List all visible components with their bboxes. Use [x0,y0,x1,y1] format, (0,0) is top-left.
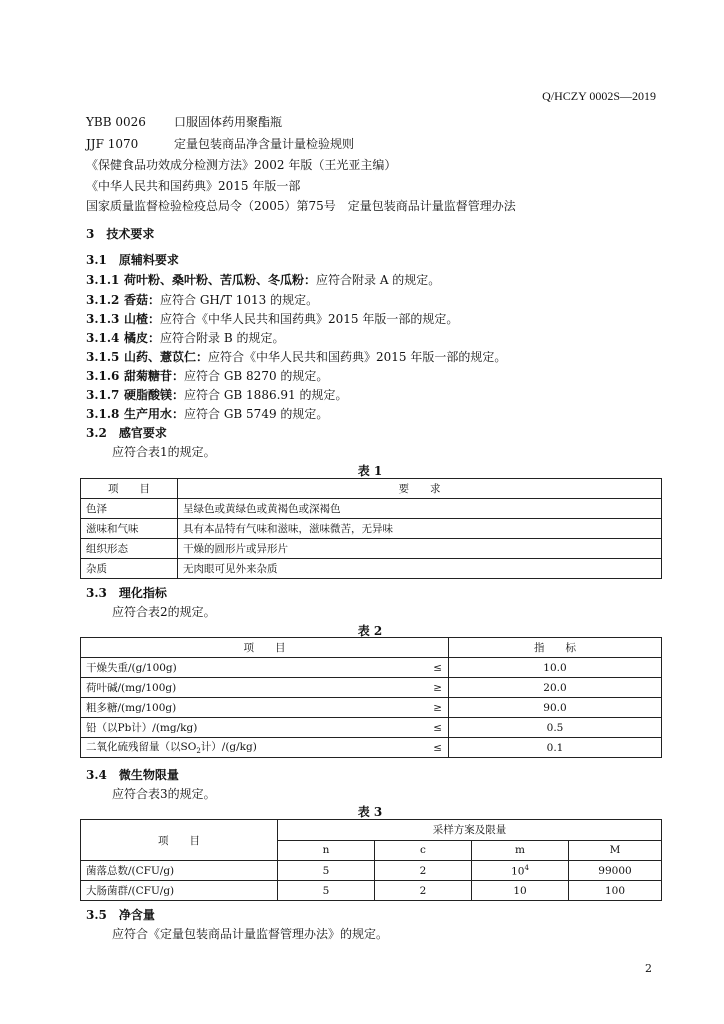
table-caption: 表 3 [357,805,383,819]
table-cell: 滋味和气味 [81,519,178,539]
table-cell: 呈绿色或黄绿色或黄褐色或深褐色 [178,499,662,519]
table-cell: $10^4$ [472,861,569,881]
table-row [81,738,662,758]
table-row [81,519,662,539]
document-code: Q/HCZY 0002S—2019 [542,89,656,103]
table-header-row [81,638,662,658]
table-cell: 0.1 [449,738,662,758]
table-row [81,678,662,698]
requirement-item: 3.1.6 甜菊糖苷：应符合 GB 8270 的规定。 [86,369,329,383]
subsection-heading: 3.3 理化指标 [86,586,167,600]
table-cell: 2 [375,861,472,881]
table-caption: 表 2 [357,624,383,638]
table-header-row [81,820,662,841]
table-cell: 10 [472,881,569,901]
table-header-row [81,479,662,499]
table-cell: 干燥的圆形片或异形片 [178,539,662,559]
requirement-item: 3.1.3 山楂：应符合《中华人民共和国药典》2015 年版一部的规定。 [86,312,459,326]
requirement-item: 3.1.4 橘皮：应符合附录 B 的规定。 [86,331,285,345]
table-header-cell: M [569,840,662,861]
reference-line: 《中华人民共和国药典》2015 年版一部 [86,179,301,193]
table-row [81,539,662,559]
table-cell: 组织形态 [81,539,178,559]
table-cell: 2 [375,881,472,901]
table-cell: 杂质 [81,559,178,579]
table-cell: 90.0 [449,698,662,718]
table-cell: 色泽 [81,499,178,519]
table-row [81,658,662,678]
table-header-cell: 项 目 [81,638,449,658]
sensory-table [80,478,662,579]
table-cell: 99000 [569,861,662,881]
subsection-heading: 3.4 微生物限量 [86,768,179,782]
table-cell: 10.0 [449,658,662,678]
requirement-item: 3.1.7 硬脂酸镁：应符合 GB 1886.91 的规定。 [86,388,348,402]
reference-line: JJF 1070 定量包装商品净含量计量检验规则 [86,137,355,151]
table-cell: ≤ [329,718,449,738]
reference-line: 国家质量监督检验检疫总局令（2005）第75号 定量包装商品计量监督管理办法 [86,199,516,213]
table-row [81,718,662,738]
page-number: 2 [645,962,652,975]
table-row [81,499,662,519]
table-cell: 100 [569,881,662,901]
subsection-heading: 3.5 净含量 [86,908,155,922]
microbial-table [80,819,662,901]
paragraph: 应符合《定量包装商品计量监督管理办法》的规定。 [112,927,389,941]
table-caption: 表 1 [357,464,383,478]
table-header-cell: 采样方案及限量 [278,820,662,841]
table-header-cell: 项 目 [81,479,178,499]
table-cell: 5 [278,881,375,901]
table-cell: 二氧化硫残留量（以$SO_2$计）/(g/kg) [81,738,329,758]
table-cell: ≤ [329,658,449,678]
table-header-cell: m [472,840,569,861]
requirement-item: 3.1.5 山药、薏苡仁：应符合《中华人民共和国药典》2015 年版一部的规定。 [86,350,507,364]
table-header-cell: 指 标 [449,638,662,658]
table-cell: ≥ [329,678,449,698]
table-cell: ≤ [329,738,449,758]
table-header-cell: 要 求 [178,479,662,499]
paragraph: 应符合表3的规定。 [112,787,216,801]
table-cell: 大肠菌群/(CFU/g) [81,881,278,901]
subsection-heading: 3.2 感官要求 [86,426,167,440]
table-cell: 20.0 [449,678,662,698]
requirement-item: 3.1.8 生产用水：应符合 GB 5749 的规定。 [86,407,329,421]
requirement-item: 3.1.2 香菇：应符合 GH/T 1013 的规定。 [86,293,319,307]
table-cell: 粗多糖/(mg/100g) [81,698,329,718]
table-row [81,559,662,579]
paragraph: 应符合表1的规定。 [112,445,216,459]
reference-line: 《保健食品功效成分检测方法》2002 年版（王光亚主编） [86,158,397,172]
table-cell: 干燥失重/(g/100g) [81,658,329,678]
table-row [81,698,662,718]
table-row [81,861,662,881]
table-header-cell: c [375,840,472,861]
reference-line: YBB 0026 口服固体药用聚酯瓶 [86,115,283,129]
subsection-heading: 3.1 原辅料要求 [86,253,179,267]
table-cell: 5 [278,861,375,881]
table-header-cell: 项 目 [81,820,278,861]
table-row [81,881,662,901]
section-heading: 3 技术要求 [86,227,155,241]
requirement-item: 3.1.1 荷叶粉、桑叶粉、苦瓜粉、冬瓜粉：应符合附录 A 的规定。 [86,273,441,287]
table-cell: 具有本品特有气味和滋味，滋味微苦，无异味 [178,519,662,539]
table-cell: 无肉眼可见外来杂质 [178,559,662,579]
table-cell: 菌落总数/(CFU/g) [81,861,278,881]
table-cell: 0.5 [449,718,662,738]
table-cell: 荷叶碱/(mg/100g) [81,678,329,698]
table-cell: 铅（以Pb计）/(mg/kg) [81,718,329,738]
paragraph: 应符合表2的规定。 [112,605,216,619]
table-cell: ≥ [329,698,449,718]
physicochemical-table [80,637,662,758]
table-header-cell: n [278,840,375,861]
